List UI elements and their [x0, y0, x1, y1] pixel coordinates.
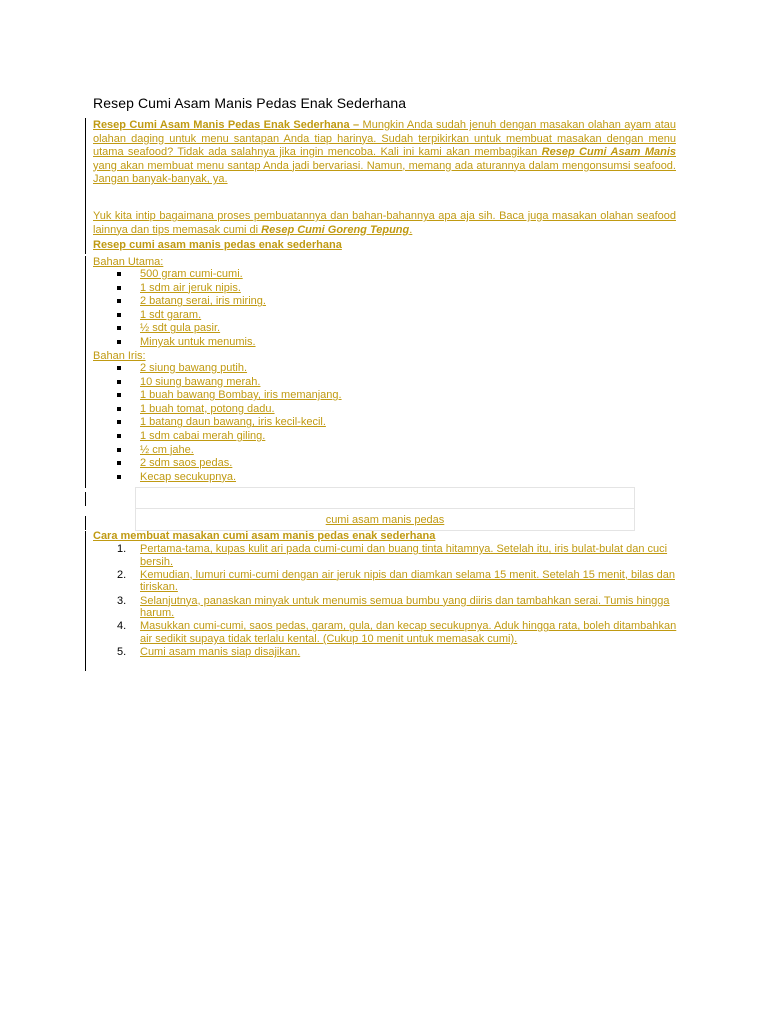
- ingredient-text[interactable]: Kecap secukupnya.: [140, 470, 237, 483]
- steps-list: [93, 543, 683, 659]
- para2-text[interactable]: Yuk kita intip bagaimana proses pembuatannya dan bahan-bahannya apa aja sih. Baca juga masakan olahan seafood lainnya dan tips memasak cumi di: [93, 210, 676, 236]
- change-bar: [85, 240, 86, 254]
- intro-text-2[interactable]: yang akan membuat menu santap Anda jadi bervariasi. Namun, memang ada aturannya dalam mengonsumsi seafood. Jangan banyak-banyak, ya.: [93, 159, 676, 185]
- step-text[interactable]: Cumi asam manis siap disajikan.: [140, 646, 301, 659]
- para2-end: .: [409, 223, 413, 236]
- ingredient-text[interactable]: 1 buah tomat, potong dadu.: [140, 402, 275, 415]
- bullet-icon: [117, 366, 121, 370]
- intro-lead[interactable]: Resep Cumi Asam Manis Pedas Enak Sederhana –: [93, 119, 360, 131]
- bullet-icon: [117, 272, 121, 276]
- ingredient-item: [93, 336, 266, 350]
- step-item: [93, 569, 683, 594]
- intro-text-1[interactable]: Mungkin Anda sudah jenuh dengan masakan olahan ayam atau olahan daging untuk menu santapan Anda tiap harinya. Sudah terpikirkan untuk membuat masakan dengan menu utama seafood? Tidak ada salahnya jika ingin mencoba. Kali ini kami akan membagikan: [93, 119, 677, 158]
- change-bar: [85, 531, 86, 671]
- change-bar: [85, 516, 86, 530]
- ingredient-item: [93, 282, 266, 296]
- ingredient-item: [93, 362, 342, 376]
- image-divider: [136, 508, 634, 509]
- step-item: [93, 646, 683, 659]
- goreng-tepung-link[interactable]: Resep Cumi Goreng Tepung: [261, 223, 410, 236]
- ingredient-text[interactable]: 1 buah bawang Bombay, iris memanjang.: [140, 389, 342, 402]
- ingredient-item: [93, 444, 342, 458]
- ingredient-text[interactable]: 2 batang serai, iris miring.: [140, 295, 266, 308]
- bullet-icon: [117, 286, 121, 290]
- step-text[interactable]: Pertama-tama, kupas kulit ari pada cumi-cumi dan buang tinta hitamnya. Setelah itu, iris bulat-bulat dan cuci bersih.: [140, 543, 668, 568]
- bullet-icon: [117, 407, 121, 411]
- ingredient-item: [93, 471, 342, 485]
- second-paragraph[interactable]: [93, 210, 676, 237]
- step-number: 5.: [117, 646, 127, 659]
- change-bar: [85, 256, 86, 488]
- intro-highlight-link[interactable]: Resep Cumi Asam Manis: [541, 146, 676, 158]
- bullet-icon: [117, 393, 121, 397]
- ingredient-text[interactable]: 1 sdt garam.: [140, 308, 202, 321]
- bullet-icon: [117, 461, 121, 465]
- ingredient-text[interactable]: 1 batang daun bawang, iris kecil-kecil.: [140, 416, 326, 429]
- step-item: [93, 543, 683, 568]
- recipe-image-frame: [135, 487, 635, 531]
- ingredient-text[interactable]: 10 siung bawang merah.: [140, 375, 261, 388]
- step-number: 4.: [117, 620, 127, 633]
- ingredient-item: [93, 376, 342, 390]
- ingredient-text[interactable]: ½ cm jahe.: [140, 443, 194, 456]
- step-text[interactable]: Masukkan cumi-cumi, saos pedas, garam, gula, dan kecap secukupnya. Aduk hingga rata, boleh ditambahkan air sedikit supaya tidak terlalu kental. (Cukup 10 menit untuk memasak cumi).: [140, 620, 677, 645]
- ingredient-item: [93, 268, 266, 282]
- change-bar: [85, 492, 86, 506]
- ingredient-item: [93, 322, 266, 336]
- bahan-utama-list: [93, 268, 266, 350]
- ingredient-text[interactable]: 1 sdm air jeruk nipis.: [140, 281, 241, 294]
- ingredient-text[interactable]: Minyak untuk menumis.: [140, 335, 256, 348]
- bullet-icon: [117, 380, 121, 384]
- image-caption[interactable]: cumi asam manis pedas: [325, 514, 445, 526]
- ingredient-item: [93, 295, 266, 309]
- ingredient-text[interactable]: 2 siung bawang putih.: [140, 362, 248, 374]
- ingredient-item: [93, 403, 342, 417]
- bullet-icon: [117, 448, 121, 452]
- step-number: 3.: [117, 594, 127, 607]
- method-heading[interactable]: Cara membuat masakan cumi asam manis pedas enak sederhana: [93, 530, 436, 542]
- ingredient-item: [93, 457, 342, 471]
- ingredient-text[interactable]: ½ sdt gula pasir.: [140, 322, 221, 335]
- ingredient-text[interactable]: 2 sdm saos pedas.: [140, 457, 233, 470]
- bullet-icon: [117, 340, 121, 344]
- bullet-icon: [117, 299, 121, 303]
- bullet-icon: [117, 420, 121, 424]
- bullet-icon: [117, 326, 121, 330]
- ingredient-item: [93, 309, 266, 323]
- recipe-heading[interactable]: Resep cumi asam manis pedas enak sederhana: [93, 239, 342, 251]
- bahan-iris-list: [93, 362, 342, 484]
- page-title: Resep Cumi Asam Manis Pedas Enak Sederhana: [93, 95, 407, 111]
- change-bar: [85, 118, 86, 240]
- ingredient-text[interactable]: 500 gram cumi-cumi.: [140, 268, 243, 280]
- intro-paragraph[interactable]: [93, 119, 676, 187]
- step-number: 1.: [117, 543, 127, 555]
- ingredient-text[interactable]: 1 sdm cabai merah giling.: [140, 429, 266, 442]
- bahan-iris-label[interactable]: Bahan Iris:: [93, 350, 146, 362]
- ingredient-item: [93, 416, 342, 430]
- bullet-icon: [117, 475, 121, 479]
- bullet-icon: [117, 434, 121, 438]
- bahan-utama-label[interactable]: Bahan Utama:: [93, 256, 164, 268]
- ingredient-item: [93, 389, 342, 403]
- bullet-icon: [117, 313, 121, 317]
- step-number: 2.: [117, 568, 127, 581]
- step-text[interactable]: Kemudian, lumuri cumi-cumi dengan air jeruk nipis dan diamkan selama 15 menit. Setelah 15 menit, bilas dan tiriskan.: [140, 568, 675, 594]
- step-item: [93, 620, 683, 645]
- ingredient-item: [93, 430, 342, 444]
- step-item: [93, 595, 683, 620]
- step-text[interactable]: Selanjutnya, panaskan minyak untuk menumis semua bumbu yang diiris dan tambahkan serai. Tumis hingga harum.: [140, 594, 670, 620]
